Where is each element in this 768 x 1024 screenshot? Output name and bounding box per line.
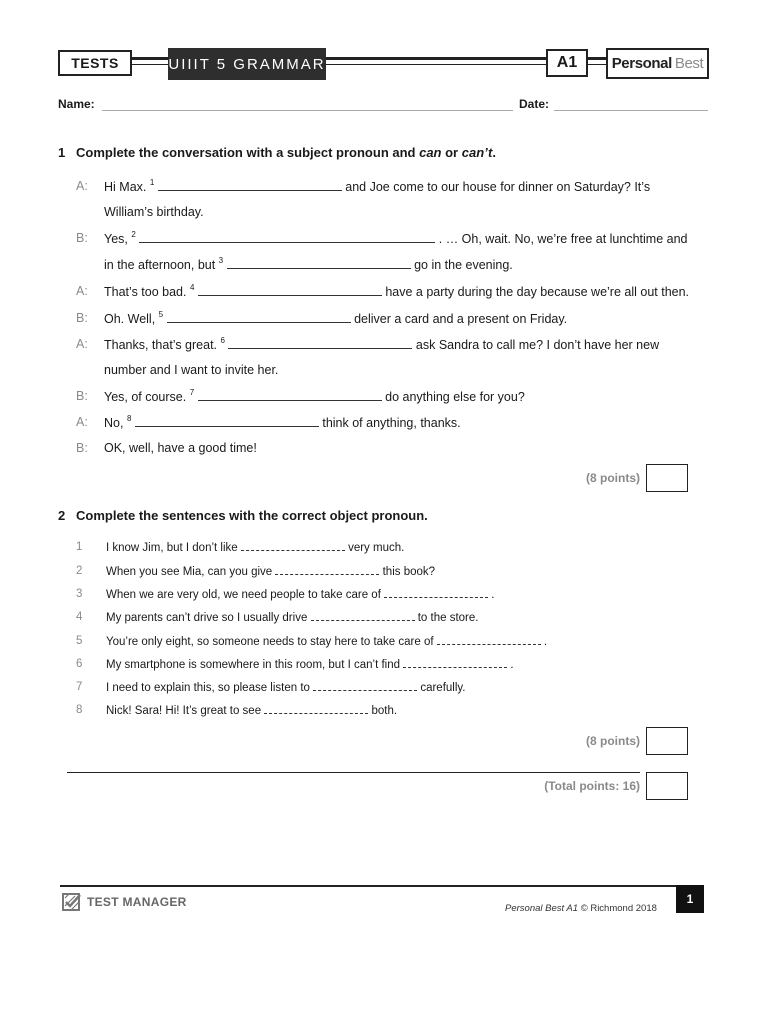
sentence-text: You’re only eight, so someone needs to stay here to take care of	[106, 636, 437, 648]
sentence-text: I need to explain this, so please listen to	[106, 682, 314, 694]
conversation-line	[104, 389, 525, 404]
sentence	[106, 588, 494, 601]
answer-blank[interactable]	[158, 180, 342, 191]
sentence-text: My smartphone is somewhere in this room, but I can’t find	[106, 659, 404, 671]
conversation-line	[104, 284, 689, 299]
sentence-text: to the store.	[414, 612, 479, 624]
header-rule	[326, 64, 546, 65]
date-label: Date:	[519, 97, 550, 111]
score-box[interactable]	[646, 727, 688, 755]
line-text: That’s too bad.	[104, 285, 190, 300]
header-rule	[588, 64, 606, 65]
conversation-line	[104, 415, 461, 430]
name-field[interactable]	[102, 110, 513, 111]
gap-number: 7	[189, 388, 195, 397]
gap-number: 1	[149, 178, 155, 187]
answer-blank[interactable]	[264, 704, 368, 714]
speaker-label: A:	[76, 179, 88, 193]
exercise-2-heading: 2 Complete the sentences with the correct object pronoun.	[58, 508, 428, 523]
line-text: have a party during the day because we’re all out then.	[381, 285, 690, 300]
sentence	[106, 635, 547, 648]
sentence-number: 1	[76, 541, 83, 553]
copyright: Personal Best A1 © Richmond 2018	[505, 903, 657, 914]
line-text: do anything else for you?	[381, 390, 525, 405]
sentence-number: 5	[76, 635, 83, 647]
line-text: No,	[104, 416, 127, 431]
sentence-text: Nick! Sara! Hi! It’s great to see	[106, 705, 265, 717]
divider	[67, 772, 640, 773]
answer-blank[interactable]	[403, 658, 507, 668]
line-text: . … Oh, wait. No, we’re free at lunchtime and	[435, 232, 688, 247]
answer-blank[interactable]	[275, 565, 379, 575]
sentence-text: When we are very old, we need people to take care of	[106, 589, 385, 601]
line-text: in the afternoon, but	[104, 258, 219, 273]
brand-word-personal: Personal	[611, 55, 672, 72]
conversation-line	[104, 257, 513, 272]
test-manager-label: TEST MANAGER	[87, 895, 187, 909]
sentence-text: very much.	[344, 542, 405, 554]
sentence-number: 2	[76, 565, 83, 577]
answer-blank[interactable]	[198, 285, 382, 296]
conversation-line	[104, 205, 204, 219]
sentence	[106, 658, 514, 671]
conversation-line	[104, 441, 257, 455]
answer-blank[interactable]	[167, 312, 351, 323]
sentence-text: this book?	[379, 566, 436, 578]
answer-blank[interactable]	[311, 611, 415, 621]
gap-number: 8	[126, 414, 132, 423]
sentence-text: both.	[368, 705, 398, 717]
brand-logo	[606, 48, 709, 79]
speaker-label: A:	[76, 284, 88, 298]
name-label: Name:	[58, 97, 95, 111]
line-text: go in the evening.	[410, 258, 513, 273]
total-points-label: (Total points: 16)	[544, 779, 640, 793]
date-field[interactable]	[554, 110, 708, 111]
line-text: Thanks, that’s great.	[104, 338, 221, 353]
sentence	[106, 611, 478, 624]
sentence-text: My parents can’t drive so I usually drive	[106, 612, 311, 624]
line-text: think of anything, thanks.	[318, 416, 461, 431]
sentence-text: I know Jim, but I don’t like	[106, 542, 241, 554]
total-score-box[interactable]	[646, 772, 688, 800]
answer-blank[interactable]	[437, 635, 541, 645]
line-text: Oh. Well,	[104, 312, 159, 327]
answer-blank[interactable]	[313, 681, 417, 691]
answer-blank[interactable]	[139, 232, 435, 243]
sentence-number: 4	[76, 611, 83, 623]
speaker-label: A:	[76, 337, 88, 351]
line-text: Yes,	[104, 232, 132, 247]
exercise-1-heading: 1 Complete the conversation with a subject pronoun and can or can’t.	[58, 145, 496, 160]
gap-number: 6	[220, 336, 225, 345]
answer-blank[interactable]	[241, 541, 345, 551]
sentence-text: .	[488, 589, 495, 601]
sentence-number: 6	[76, 658, 83, 670]
line-text: ask Sandra to call me? I don’t have her new	[412, 338, 660, 353]
sentence-number: 3	[76, 588, 83, 600]
speaker-label: A:	[76, 415, 88, 429]
unit-title: UIIIT 5 GRAMMAR	[168, 48, 326, 80]
speaker-label: B:	[76, 311, 88, 325]
page-number: 1	[676, 885, 704, 913]
answer-blank[interactable]	[227, 258, 411, 269]
sentence-number: 7	[76, 681, 83, 693]
sentence-text: .	[540, 636, 548, 648]
conversation-line	[104, 363, 278, 377]
speaker-label: B:	[76, 441, 88, 455]
answer-blank[interactable]	[228, 338, 412, 349]
line-text: number and I want to invite her.	[104, 363, 279, 377]
sentence-text: .	[507, 659, 514, 671]
sentence-number: 8	[76, 704, 83, 716]
speaker-label: B:	[76, 389, 88, 403]
conversation-line	[104, 311, 567, 326]
answer-blank[interactable]	[135, 416, 319, 427]
sentence	[106, 541, 404, 554]
sentence-text: When you see Mia, can you give	[106, 566, 276, 578]
line-text: William’s birthday.	[104, 205, 204, 219]
line-text: deliver a card and a present on Friday.	[350, 312, 568, 327]
line-text: Hi Max.	[104, 180, 150, 195]
conversation-line	[104, 337, 659, 352]
header-rule	[588, 57, 606, 60]
gap-number: 5	[158, 310, 164, 319]
points-label: (8 points)	[586, 734, 640, 748]
footer-rule	[60, 885, 703, 887]
sentence	[106, 565, 435, 578]
gap-number: 3	[218, 256, 224, 265]
brand-word-best: Best	[674, 55, 704, 72]
tests-label: TESTS	[58, 50, 132, 76]
level-badge: A1	[546, 49, 588, 77]
answer-blank[interactable]	[384, 588, 488, 598]
answer-blank[interactable]	[198, 390, 382, 401]
header-rule	[132, 57, 168, 60]
score-box[interactable]	[646, 464, 688, 492]
sentence	[106, 681, 466, 694]
line-text: and Joe come to our house for dinner on Saturday? It’s	[341, 180, 651, 195]
header-rule	[326, 57, 546, 60]
speaker-label: B:	[76, 231, 88, 245]
header-rule	[132, 64, 168, 65]
gap-number: 4	[189, 283, 195, 292]
conversation-line	[104, 179, 650, 194]
sentence-text: carefully.	[417, 682, 466, 694]
conversation-line	[104, 231, 687, 246]
test-manager-logo	[62, 893, 187, 911]
line-text: Yes, of course.	[104, 390, 190, 405]
gap-number: 2	[131, 230, 136, 239]
sentence	[106, 704, 397, 717]
line-text: OK, well, have a good time!	[104, 441, 257, 455]
exercise-number: 2	[58, 508, 66, 523]
test-manager-icon	[62, 893, 82, 911]
exercise-number: 1	[58, 145, 66, 160]
points-label: (8 points)	[586, 471, 640, 485]
